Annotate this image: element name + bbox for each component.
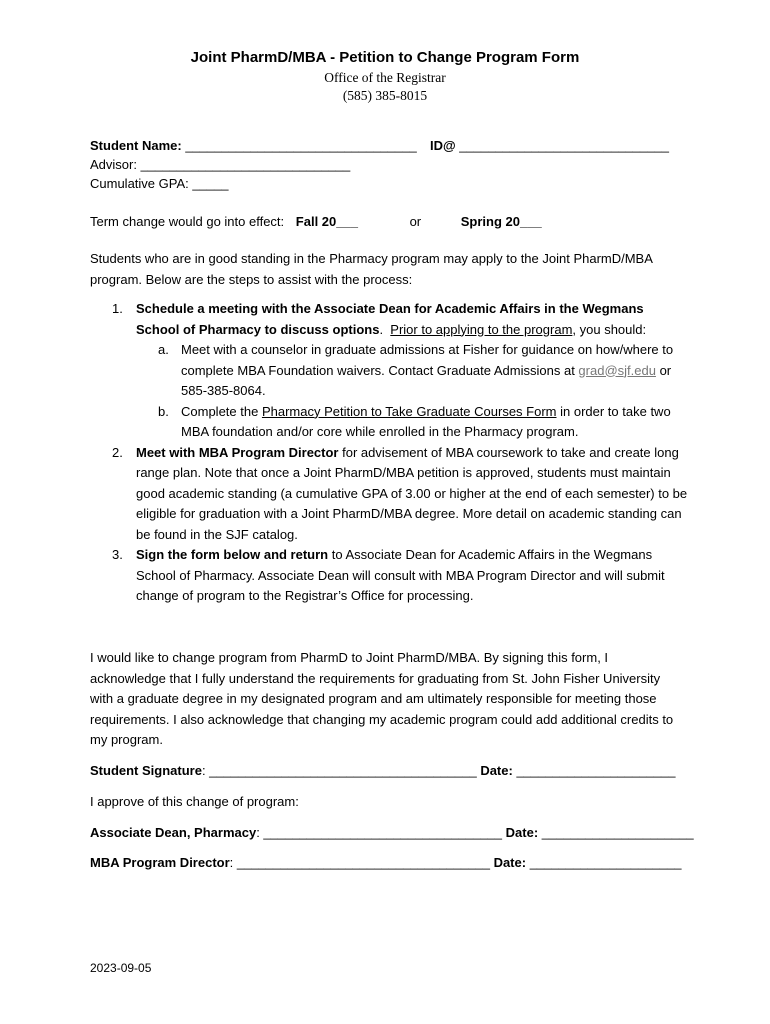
student-signature-label: Student Signature — [90, 763, 202, 778]
step-1b-rest: in order to take two MBA foundation and/or core while enrolled in the Pharmacy program. — [181, 403, 671, 439]
term-or: or — [409, 214, 422, 229]
gpa-field[interactable]: _____ — [192, 176, 229, 191]
step-1-underline: Prior to applying to the program — [390, 321, 573, 337]
step-1-number: 1. — [112, 301, 123, 316]
step-1 — [90, 299, 690, 443]
step-2-heading: Meet with MBA Program Director — [136, 444, 339, 460]
step-3-text: to Associate Dean for Academic Affairs in the Wegmans School of Pharmacy. Associate Dean will consult with MBA Program Director and will submit change of program to the Registrar’s Office for processing. — [136, 547, 665, 603]
student-date-field[interactable]: ______________________ — [516, 763, 676, 778]
step-1b-pre: Complete the — [181, 403, 262, 419]
step-1-period: . — [379, 321, 384, 337]
step-1-rest: , you should: — [572, 321, 647, 337]
advisor-field[interactable]: _____________________________ — [140, 157, 351, 172]
steps-list — [90, 299, 690, 607]
step-1-heading: Schedule a meeting with the Associate Dean for Academic Affairs in the Wegmans School of Pharmacy to discuss options — [136, 301, 644, 337]
footer-date: 2023-09-05 — [90, 961, 152, 975]
gpa-row — [90, 174, 229, 194]
step-1a — [136, 340, 690, 402]
student-name-field[interactable]: ________________________________ — [185, 138, 417, 153]
step-3-number: 3. — [112, 547, 123, 562]
advisor-label: Advisor: — [90, 157, 137, 172]
step-1b-letter: b. — [158, 403, 169, 419]
graduate-email-link[interactable]: grad@sjf.edu — [578, 362, 656, 378]
id-field[interactable]: _____________________________ — [459, 138, 669, 153]
step-2-number: 2. — [112, 444, 123, 460]
step-3-heading: Sign the form below and return — [136, 547, 329, 562]
student-signature-field[interactable]: : _____________________________________ — [201, 763, 477, 778]
dean-signature-label: Associate Dean, Pharmacy — [90, 825, 257, 840]
director-date-label: Date: — [493, 855, 527, 870]
form-title: Joint PharmD/MBA - Petition to Change Program Form — [190, 49, 580, 66]
id-label: ID@ — [429, 138, 456, 153]
term-row — [90, 212, 542, 232]
dean-signature-row — [90, 823, 694, 843]
student-name-label: Student Name: — [90, 138, 182, 153]
step-3 — [90, 545, 690, 607]
approve-text: I approve of this change of program: — [90, 794, 299, 809]
director-signature-row — [90, 853, 682, 873]
step-1b — [136, 402, 690, 443]
step-2-text: for advisement of MBA coursework to take and create long range plan. Note that once a Joint PharmD/MBA petition is approved, students must maintain good academic standing (a cumulative GPA of 3.00 or higher at the end of each semester) to be eligible for graduation with a Joint PharmD/MBA degree. More detail on academic standing can be found in the SJF catalog. — [136, 444, 688, 542]
term-fall-field[interactable]: Fall 20___ — [295, 214, 358, 229]
step-1a-letter: a. — [158, 342, 169, 357]
dean-date-field[interactable]: _____________________ — [541, 825, 694, 840]
advisor-row — [90, 155, 350, 175]
director-date-field[interactable]: _____________________ — [529, 855, 682, 870]
step-2 — [90, 443, 690, 546]
term-spring-field[interactable]: Spring 20___ — [460, 214, 542, 229]
student-name-row — [90, 136, 669, 156]
director-signature-label: MBA Program Director — [90, 855, 230, 870]
step-1a-tail: or 585-385-8064. — [181, 362, 672, 398]
pharmacy-petition-link[interactable]: Pharmacy Petition to Take Graduate Courses Form — [261, 403, 557, 419]
step-1a-text: Meet with a counselor in graduate admissions at Fisher for guidance on how/where to complete MBA Foundation waivers. Contact Graduate Admissions at — [181, 342, 674, 378]
dean-date-label: Date: — [505, 825, 539, 840]
intro-paragraph: Students who are in good standing in the Pharmacy program may apply to the Joint PharmD/MBA program. Below are the steps to assist with the process: — [90, 251, 653, 287]
student-date-label: Date: — [480, 763, 513, 778]
acknowledgement-paragraph: I would like to change program from PharmD to Joint PharmD/MBA. By signing this form, I acknowledge that I fully understand the requirements for graduating from St. John Fisher University with a graduate degree in my designated program and am ultimately responsible for meeting those requirements. I also acknowledge that changing my academic program could add additional credits to my program. — [90, 650, 674, 747]
director-signature-field[interactable]: : ___________________________________ — [229, 855, 490, 870]
gpa-label: Cumulative GPA: — [90, 176, 189, 191]
office-phone: (585) 385-8015 — [342, 88, 428, 103]
term-label: Term change would go into effect: — [90, 214, 285, 229]
office-name: Office of the Registrar — [324, 70, 446, 85]
dean-signature-field[interactable]: : _________________________________ — [256, 825, 503, 840]
student-signature-row — [90, 761, 676, 781]
